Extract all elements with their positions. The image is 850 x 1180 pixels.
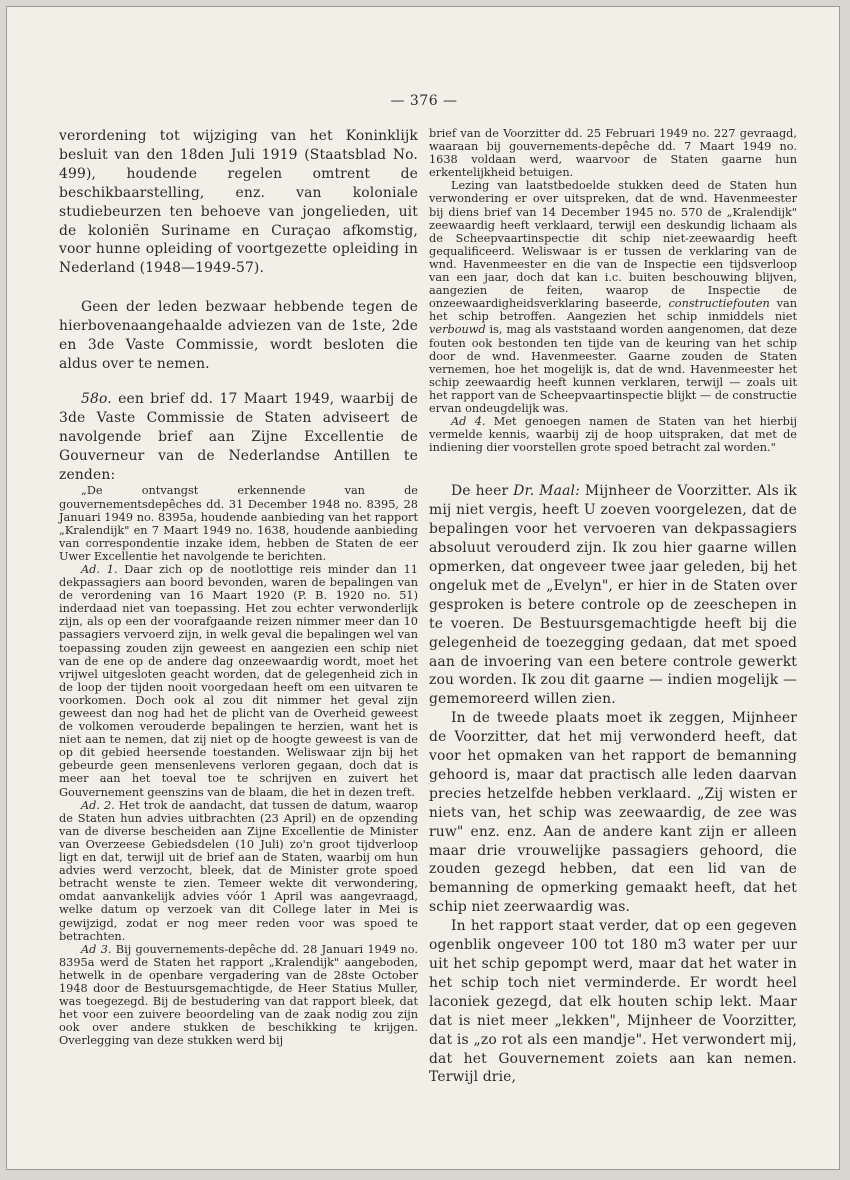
speech-text-1: Mijnheer de Voorzitter. Als ik mij niet vergis, heeft U zoeven voorgelezen, dat de bepalingen voor het vervoeren van dekpassagiers absoluut verouderd zijn. Ik zou hier gaarne willen opmerken, dat ongeveer twee jaar geleden, bij het ongeluk met de „Evelyn", er hier in de Staten over gesproken is betere controle op de zeeschepen in te voeren. De Bestuursgemachtigde heeft bij die gelegenheid de toezegging gedaan, dat met spoed aan de invoering van een betere controle gewerkt zou worden. Ik zou dit gaarne — indien mogelijk — gememoreerd willen zien. [429,483,798,708]
ad4-text: Met genoegen namen de Staten van het hierbij vermelde kennis, waarbij zij de hoop uitspraken, dat met de indiening dier voorstellen grote spoed betracht zal worden." [429,415,797,455]
item-58-paragraph [59,390,418,485]
speech-paragraph-2: In de tweede plaats moet ik zeggen, Mijnheer de Voorzitter, dat het mij verwonderd heeft, dat voor het opmaken van het rapport de bemanning gehoord is, maar dat practisch alle leden daarvan precies hetzelfde hebben verklaard. „Zij wisten er niets van, het schip was zeewaardig, de zee was ruw" enz. enz. Aan de andere kant zijn er alleen maar drie vrouwelijke passagiers gehoord, die zouden gezegd hebben, dat een lid van de bemanning de opmerking gemaakt heeft, dat het schip niet zeerwaardig was. [429,710,797,916]
lezing-text-3: is, mag als vaststaand worden aangenomen, dat deze fouten ook bestonden ten tijde van de keuring van het schip door de wnd. Havenmeester. Gaarne zouden de Staten vernemen, hoe het mogelijk is, dat de wnd. Havenmeester het schip zeewaardig heeft kunnen verklaren, terwijl — zoals uit het rapport van de Scheepvaartinspectie blijkt — de constructie ervan ondeugdelijk was. [429,323,797,415]
ad4-paragraph [429,415,797,454]
ad4-label: Ad 4. [451,415,486,429]
lezing-emphasis-1: constructiefouten [668,297,770,311]
speech-paragraph-3: In het rapport staat verder, dat op een gegeven ogenblik ongeveer 100 tot 180 m3 water per uur uit het schip gepompt werd, maar dat het water in het schip toch niet verminderde. Er wordt heel laconiek gezegd, dat elk houten schip lekt. Maar dat is niet meer „lekken", Mijnheer de Voorzitter, dat is „zo rot als een mandje". Het verwondert mij, dat het Gouvernement zoiets aan kan nemen. Terwijl drie, [429,918,797,1086]
letter-intro-paragraph: „De ontvangst erkennende van de gouvernementsdepêches dd. 31 December 1948 no. 8395, 28 Januari 1949 no. 8395a, houdende aanbieding van het rapport „Kralendijk" en 7 Maart 1949 no. 1638, houdende aanbieding van correspondentie inzake idem, hebben de Staten de eer Uwer Excellentie het navolgende te berichten. [59,484,418,563]
ad3-label: Ad 3. [81,942,112,956]
decision-paragraph: Geen der leden bezwaar hebbende tegen de hierbovenaangehaalde adviezen van de 1ste, 2de en 3de Vaste Commissie, wordt besloten die aldus over te nemen. [59,299,418,372]
intro-paragraph: verordening tot wijziging van het Koninklijk besluit van den 18den Juli 1919 (Staatsblad No. 499), houdende regelen omtrent de beschikbaarstelling, enz. van koloniale studiebeurzen ten behoeve van jongelieden, uit de koloniën Suriname en Curaçao afkomstig, voor hunne opleiding of voortgezette opleiding in Nederland (1948—1949-57). [59,128,418,277]
ad3-paragraph [59,943,418,1048]
ad3-text: Bij gouvernements-depêche dd. 28 Januari 1949 no. 8395a werd de Staten het rapport „Kralendijk" aangeboden, hetwelk in de openbare vergadering van de 28ste October 1948 door de Bestuursgemachtigde, de Heer Statius Muller, was toegezegd. Bij de bestudering van dat rapport bleek, dat het voor een zuivere beoordeling van de zaak nodig zou zijn ook over andere stukken de beschikking te krijgen. Overlegging van deze stukken werd bij [59,942,418,1048]
ad2-paragraph [59,799,418,943]
item-number: 58o. [81,390,112,407]
document-page [6,6,840,1170]
left-column [59,127,418,1047]
ad1-label: Ad. 1. [81,562,118,576]
speaker-name: Dr. Maal: [513,483,580,500]
lezing-paragraph [429,179,797,415]
lezing-emphasis-2: verbouwd [429,323,486,337]
ad1-text: Daar zich op de nootlottige reis minder dan 11 dekpassagiers aan boord bevonden, waren de bepalingen van de verordening van 16 Maart 1920 (P. B. 1920 no. 51) inderdaad niet van toepassing. Het zou echter verwonderlijk zijn, als op een der voorafgaande reizen nimmer meer dan 10 passagiers vervoerd zijn, in welk geval die bepalingen wel van toepassing zouden zijn geweest en aangezien een schip niet van de ene op de andere dag onzeewaardig wordt, moet het vrijwel uitgesloten geacht worden, dat de gelegenheid zich in de loop der tijden nooit voorgedaan heeft om een uitvaren te voorkomen. Doch ook al zou dit nimmer het geval zijn geweest dan nog had het de plicht van de Overheid geweest de volkomen verouderde bepalingen te herzien, want het is niet aan te nemen, dat zij niet op de hoogte geweest is van de op dit gebied heersende toestanden. Weliswaar zijn bij het gebeurde geen mensenlevens verloren gegaan, doch dat is meer aan het toeval toe te schrijven en zuivert het Gouvernement geenszins van de blaam, die het in dezen treft. [59,562,418,799]
ad2-text: Het trok de aandacht, dat tussen de datum, waarop de Staten hun advies uitbrachten (23 April) en de opzending van de diverse bescheiden aan Zijne Excellentie de Minister van Overzeese Gebiedsdelen (10 Juli) zo'n groot tijdverloop ligt en dat, terwijl uit de brief aan de Staten, waarbij om hun advies werd verzocht, bleek, dat de Minister grote spoed betracht wenste te zien. Temeer wekte dit verwondering, omdat aanvankelijk advies vóór 1 April was aangevraagd, welke datum op verzoek van dit College later in Mei is gewijzigd, zodat er nog meer reden voor was spoed te betrachten. [59,798,418,943]
right-column [429,127,797,1087]
lezing-text-2: van het schip betroffen. Aangezien het schip inmiddels niet [429,297,798,324]
speech-paragraph-1 [429,482,797,709]
speech-prefix: De heer [451,483,514,500]
ad1-paragraph [59,563,418,799]
page-number: — 376 — [390,93,458,109]
item-text: een brief dd. 17 Maart 1949, waarbij de 3de Vaste Commissie de Staten adviseert de navolgende brief aan Zijne Excellentie de Gouverneur van de Nederlandse Antillen te zenden: [59,390,418,483]
ad2-label: Ad. 2. [81,798,115,812]
lezing-text-1: Lezing van laatstbedoelde stukken deed de Staten hun verwondering er over uitspreken, dat de wnd. Havenmeester bij diens brief van 14 December 1945 no. 570 de „Kralendijk" zeewaardig heeft verklaard, terwijl een deskundig lichaam als de Scheepvaartinspectie dit schip niet-zeewaardig heeft gequalificeerd. Weliswaar is er tussen de verklaring van de wnd. Havenmeester en die van de Inspectie een tijdsverloop van een jaar, doch dat kan i.c. buiten beschouwing blijven, aangezien de feiten, waarop de Inspectie de onzeewaardigheidsverklaring baseerde, [429,179,797,311]
continuation-paragraph: brief van de Voorzitter dd. 25 Februari 1949 no. 227 gevraagd, waaraan bij gouvernements-depêche dd. 7 Maart 1949 no. 1638 voldaan werd, waarvoor de Staten gaarne hun erkentelijkheid betuigen. [429,127,797,180]
